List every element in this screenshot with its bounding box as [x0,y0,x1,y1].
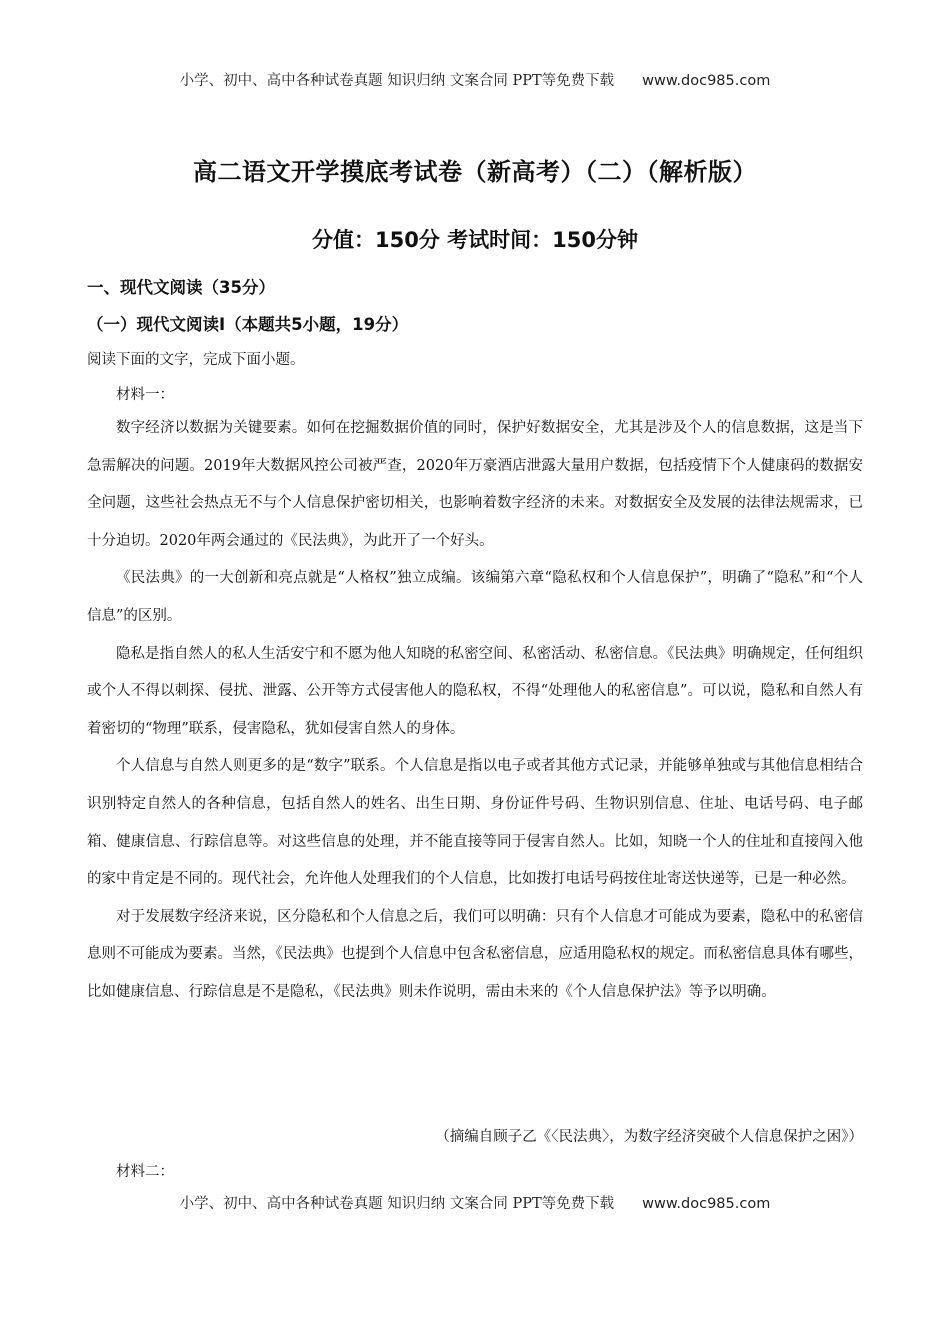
paragraph: 隐私是指自然人的私人生活安宁和不愿为他人知晓的私密空间、私密活动、私密信息。《民法典》明确规定，任何组织或个人不得以刺探、侵扰、泄露、公开等方式侵害他人的隐私权，不得“处理他人的私密信息”。可以说，隐私和自然人有着密切的“物理”联系，侵害隐私，犹如侵害自然人的身体。 [87,645,863,737]
page-header [0,69,950,90]
footer-url[interactable]: www.doc985.com [642,1196,771,1212]
material-1-body [87,410,863,1012]
footer-text: 小学、初中、高中各种试卷真题 知识归纳 文案合同 PPT等免费下载 [179,1196,615,1212]
material-1-label: 材料一： [116,387,174,403]
paragraph: 个人信息与自然人则更多的是“数字”联系。个人信息是指以电子或者其他方式记录，并能够单独或与其他信息相结合识别特定自然人的各种信息，包括自然人的姓名、出生日期、身份证件号码、生物识别信息、住址、电话号码、电子邮箱、健康信息、行踪信息等。对这些信息的处理，并不能直接等同于侵害自然人。比如，知晓一个人的住址和直接闯入他的家中肯定是不同的。现代社会，允许他人处理我们的个人信息，比如拨打电话号码按住址寄送快递等，已是一种必然。 [87,758,863,888]
paragraph: 《民法典》的一大创新和亮点就是“人格权”独立成编。该编第六章“隐私权和个人信息保护”，明确了“隐私”和“个人信息”的区别。 [87,570,863,624]
document-title: 高二语文开学摸底考试卷（新高考）（二）（解析版） [193,158,757,186]
header-url[interactable]: www.doc985.com [642,73,771,89]
source-citation: （摘编自顾子乙《〈民法典〉，为数字经济突破个人信息保护之困》） [435,1129,863,1145]
instruction-text: 阅读下面的文字，完成下面小题。 [87,352,305,368]
paragraph: 数字经济以数据为关键要素。如何在挖掘数据价值的同时，保护好数据安全，尤其是涉及个人的信息数据，这是当下急需解决的问题。2019年大数据风控公司被严查，2020年万豪酒店泄露大量用户数据，包括疫情下个人健康码的数据安全问题，这些社会热点无不与个人信息保护密切相关，也影响着数字经济的未来。对数据安全及发展的法律法规需求，已十分迫切。2020年两会通过的《民法典》，为此开了一个好头。 [87,420,863,549]
material-2-label: 材料二： [116,1164,174,1180]
section-heading-2: （一）现代文阅读Ⅰ（本题共5小题，19分） [87,315,409,334]
page-footer [0,1192,950,1213]
header-text: 小学、初中、高中各种试卷真题 知识归纳 文案合同 PPT等免费下载 [179,73,615,89]
section-heading-1: 一、现代文阅读（35分） [87,278,275,297]
paragraph: 对于发展数字经济来说，区分隐私和个人信息之后，我们可以明确：只有个人信息才可能成为要素，隐私中的私密信息则不可能成为要素。当然，《民法典》也提到个人信息中包含私密信息，应适用隐私权的规定。而私密信息具体有哪些，比如健康信息、行踪信息是不是隐私，《民法典》则未作说明，需由未来的《个人信息保护法》等予以明确。 [87,908,863,1000]
document-subtitle: 分值：150分 考试时间：150分钟 [312,228,638,252]
